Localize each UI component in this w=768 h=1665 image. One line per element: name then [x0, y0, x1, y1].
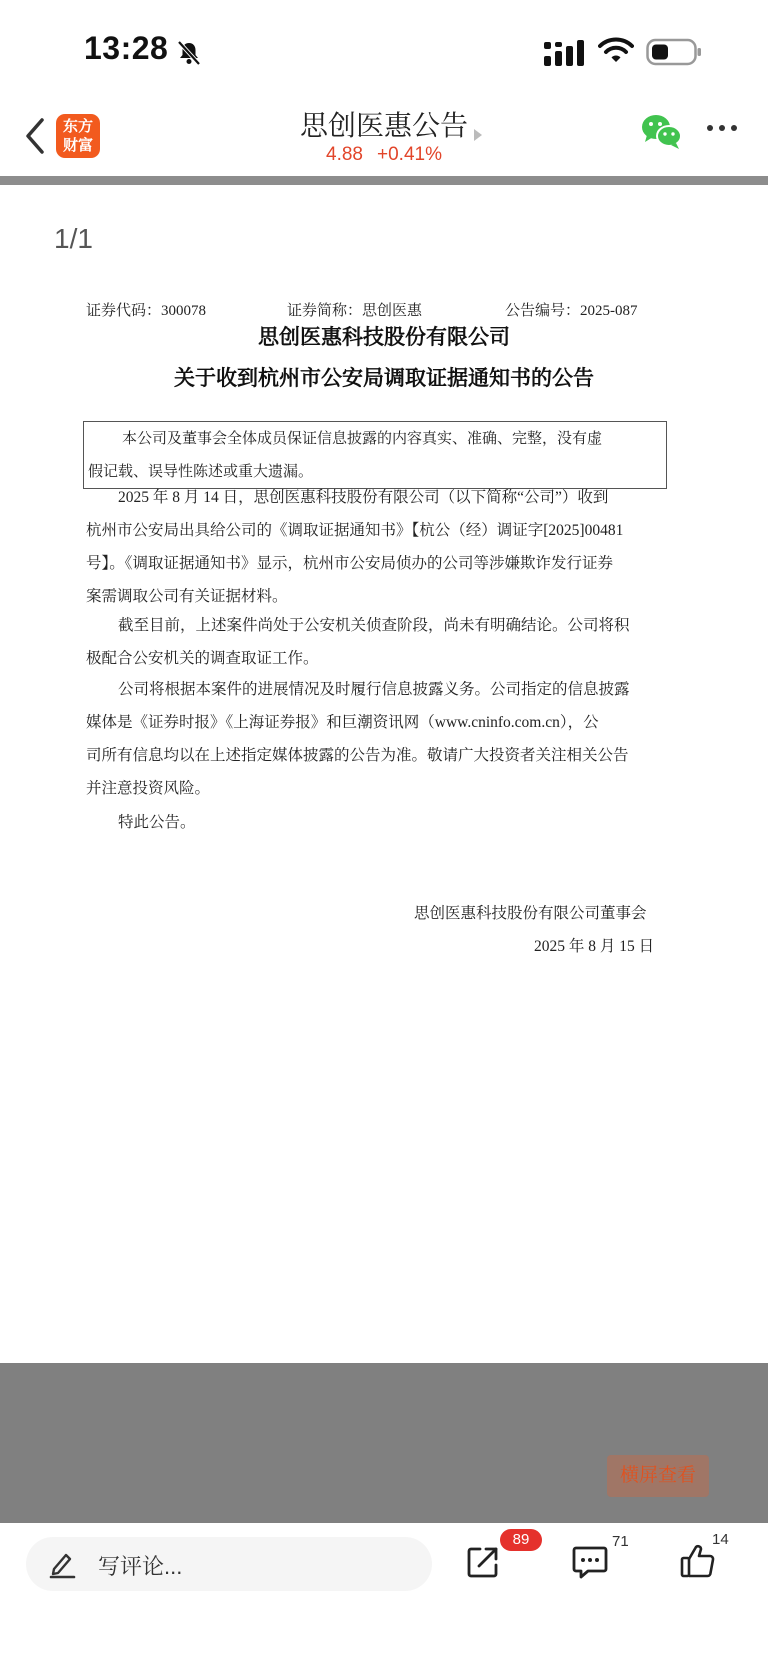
bell-muted-icon	[176, 40, 202, 66]
page-title: 思创医惠公告	[299, 110, 468, 141]
share-icon[interactable]	[466, 1545, 500, 1579]
thumbs-up-icon[interactable]	[680, 1543, 716, 1579]
cellular-signal-icon	[544, 40, 586, 66]
security-short-name: 证券简称：思创医惠	[287, 303, 423, 319]
share-count-badge: 89	[500, 1529, 542, 1551]
wechat-share-icon[interactable]	[640, 112, 684, 152]
announcement-date: 2025 年 8 月 15 日	[534, 938, 655, 955]
header-divider	[0, 176, 768, 185]
nav-header	[0, 100, 768, 176]
paragraph-2: 截至目前，上述案件尚处于公安机关侦查阶段，尚未有明确结论。公司将积 极配合公安机关的调查取证工作。	[86, 617, 630, 667]
more-options-icon[interactable]	[706, 122, 738, 134]
document-title-line2: 关于收到杭州市公安局调取证据通知书的公告	[174, 366, 594, 390]
comment-placeholder: 写评论...	[98, 1554, 183, 1579]
comment-count: 71	[612, 1533, 629, 1550]
wifi-icon	[598, 36, 634, 64]
pencil-icon	[48, 1549, 76, 1579]
signature: 思创医惠科技股份有限公司董事会	[414, 905, 647, 922]
page-indicator: 1/1	[54, 223, 93, 254]
paragraph-3: 公司将根据本案件的进展情况及时履行信息披露义务。公司指定的信息披露 媒体是《证券时报》《上海证券报》和巨潮资讯网（www.cninfo.com.cn），公 司所有信息均以在上述指定媒体披露的公告为准。敬请广大投资者关注相关公告 并注意投资风险。	[86, 681, 630, 797]
like-count: 14	[712, 1531, 729, 1548]
security-code: 证券代码：300078	[86, 303, 207, 319]
battery-icon	[646, 38, 702, 66]
status-bar	[0, 0, 768, 100]
stock-price: 4.88	[326, 144, 363, 165]
announcement-document	[0, 185, 768, 1363]
landscape-view-button[interactable]: 横屏查看	[607, 1455, 709, 1497]
app-logo: 东方 财富	[56, 114, 100, 158]
status-time: 13:28	[84, 30, 169, 66]
stock-change: +0.41%	[377, 144, 442, 165]
announcement-number: 公告编号：2025-087	[505, 303, 638, 319]
caret-right-icon[interactable]	[473, 128, 483, 142]
paragraph-1: 2025 年 8 月 14 日，思创医惠科技股份有限公司（以下简称“公司”）收到 杭州市公安局出具给公司的《调取证据通知书》【杭公（经）调证字[2025]00481 号】。《调取证据通知书》显示，杭州市公安局侦办的公司等涉嫌欺诈发行证券 案需调取公司有关证据材料。	[86, 489, 624, 605]
disclosure-notice-box: 本公司及董事会全体成员保证信息披露的内容真实、准确、完整，没有虚 假记载、误导性陈述或重大遗漏。	[83, 421, 667, 489]
comment-bubble-icon[interactable]	[572, 1545, 608, 1579]
closing-statement: 特此公告。	[118, 814, 196, 831]
comment-input[interactable]	[26, 1537, 432, 1591]
document-title-line1: 思创医惠科技股份有限公司	[258, 325, 510, 349]
document-bottom-area	[0, 1363, 768, 1523]
bottom-action-bar	[0, 1523, 768, 1665]
